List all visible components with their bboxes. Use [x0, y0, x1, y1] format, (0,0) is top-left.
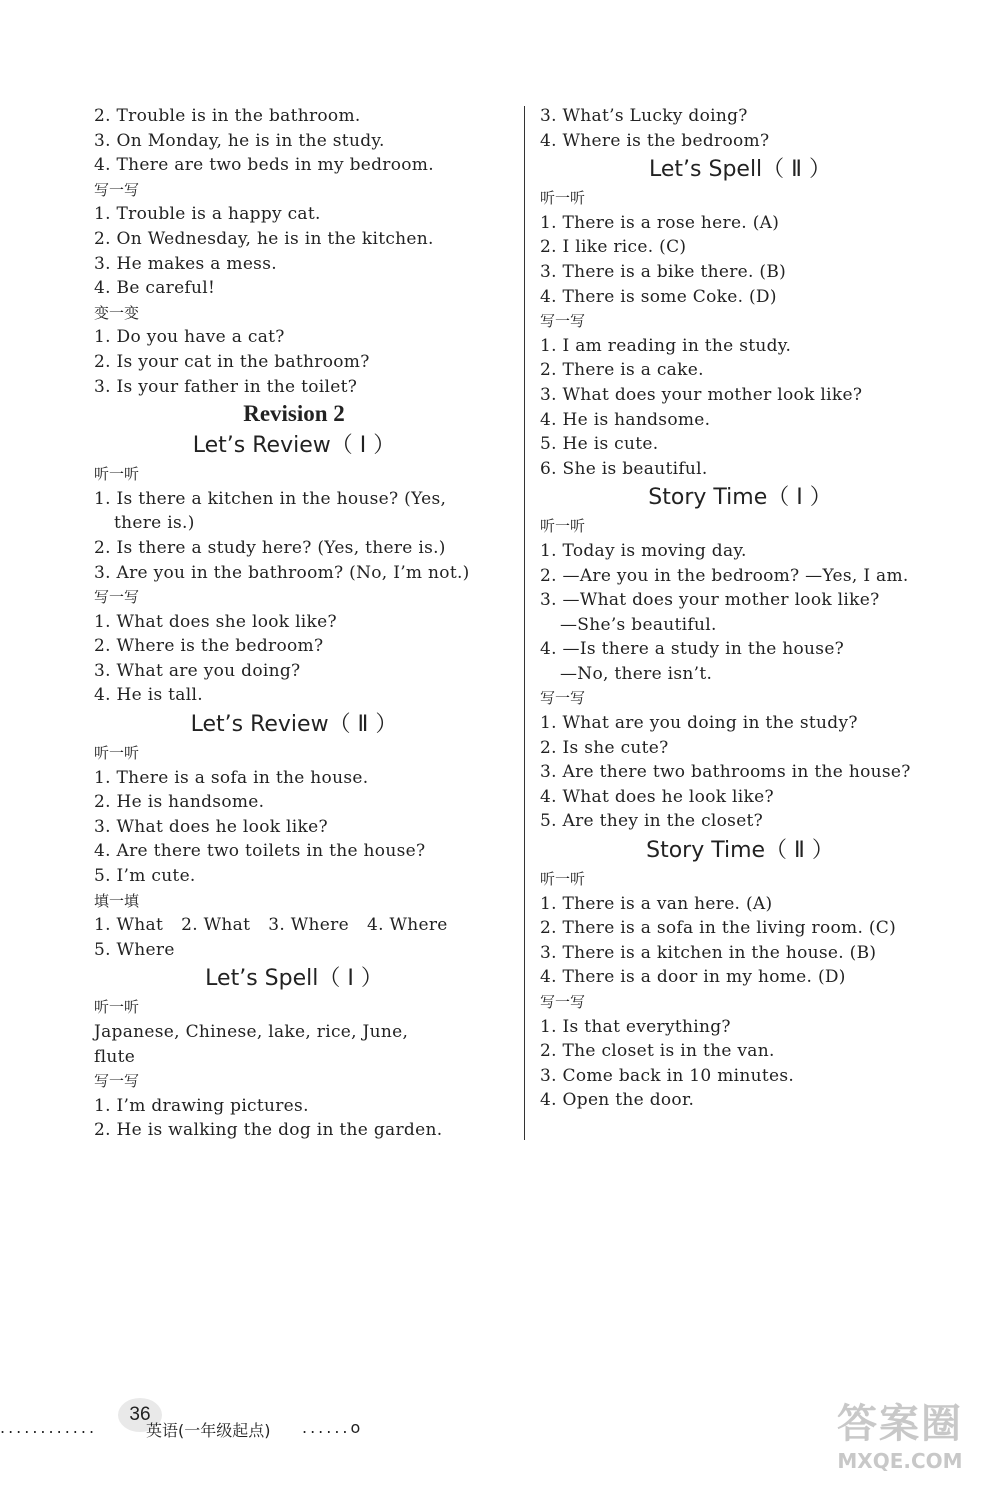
- answer-line: 4. What does he look like?: [540, 786, 774, 807]
- answer-line: 2. He is handsome.: [94, 792, 265, 813]
- answer-line: 4. There is a door in my home. (D): [540, 967, 846, 988]
- answer-line: 2. The closet is in the van.: [540, 1041, 775, 1062]
- answer-line: 1. Is there a kitchen in the house? (Yes,: [94, 488, 447, 509]
- fill-label: 填一填: [94, 891, 140, 910]
- answer-line: 4. There is some Coke. (D): [540, 286, 777, 307]
- write-label: 写一写: [94, 588, 140, 607]
- word-list-line: Japanese, Chinese, lake, rice, June,: [94, 1022, 409, 1042]
- answer-line: 1. I am reading in the study.: [540, 335, 792, 356]
- fill-answers-row: [94, 913, 494, 938]
- intro-line: 4. There are two beds in my bedroom.: [94, 155, 434, 176]
- answer-line: 2. There is a sofa in the living room. (C): [540, 918, 897, 939]
- listen-label: 听一听: [540, 870, 586, 889]
- answer-line: 4. Be careful!: [94, 278, 216, 299]
- section-heading-spell-2: Let’s Spell（ Ⅱ ）: [649, 157, 831, 183]
- answer-line: 2. He is walking the dog in the garden.: [94, 1120, 443, 1141]
- listen-label: 听一听: [94, 465, 140, 484]
- write-label: 写一写: [540, 993, 586, 1011]
- answer-line: 2. Is there a study here? (Yes, there is.): [94, 537, 446, 558]
- answer-line: 3. What does he look like?: [94, 816, 328, 837]
- answer-line: 3. Come back in 10 minutes.: [540, 1065, 795, 1086]
- section-heading-story-2: Story Time（ Ⅱ ）: [646, 838, 834, 864]
- answer-line: 3. There is a bike there. (B): [540, 261, 787, 282]
- section-heading-spell-1: Let’s Spell（ I ）: [205, 966, 383, 992]
- answer-line: 1. There is a sofa in the house.: [94, 767, 369, 788]
- revision-heading: Revision 2: [243, 401, 345, 427]
- intro-line: 4. Where is the bedroom?: [540, 130, 770, 151]
- listen-label: 听一听: [540, 189, 586, 208]
- watermark-url: MXQE.COM: [837, 1449, 963, 1473]
- answer-line: 4. Open the door.: [540, 1090, 695, 1111]
- footer-dots-left: ............: [0, 1418, 98, 1437]
- watermark-chinese: 答案圈: [837, 1401, 963, 1447]
- footer-dots-right: ......o: [302, 1418, 364, 1437]
- answer-line: 2. Is she cute?: [540, 737, 669, 758]
- answer-line: 1. What does she look like?: [94, 611, 337, 632]
- answer-line: 3. He makes a mess.: [94, 253, 277, 274]
- write-label: 写一写: [94, 1072, 140, 1091]
- answer-line: 5. I’m cute.: [94, 866, 196, 887]
- write-label: 写一写: [540, 689, 586, 708]
- section-heading-review-1: Let’s Review（ I ）: [192, 433, 396, 459]
- answer-line: 4. —Is there a study in the house?: [540, 639, 845, 660]
- answer-line: 1. There is a van here. (A): [540, 893, 773, 914]
- watermark-logo: [812, 1400, 988, 1492]
- answer-line: 4. He is tall.: [94, 685, 203, 706]
- answer-line: 1. There is a rose here. (A): [540, 212, 780, 233]
- fill-answer: 3. Where: [268, 915, 349, 936]
- answer-line: 3. What are you doing?: [94, 660, 301, 681]
- answer-line: 2. Where is the bedroom?: [94, 636, 324, 657]
- answer-line: 4. He is handsome.: [540, 409, 711, 430]
- answer-line-continued: —She’s beautiful.: [560, 614, 717, 635]
- answer-line: 3. Are there two bathrooms in the house?: [540, 762, 911, 783]
- answer-line: 3. —What does your mother look like?: [540, 590, 880, 611]
- listen-label: 听一听: [94, 744, 140, 763]
- footer-book-title: 英语(一年级起点): [146, 1421, 271, 1440]
- listen-label: 听一听: [94, 998, 140, 1017]
- answer-line: 1. Trouble is a happy cat.: [94, 204, 321, 225]
- answer-line: 2. On Wednesday, he is in the kitchen.: [94, 228, 434, 249]
- answer-line: 3. Are you in the bathroom? (No, I’m not.): [94, 562, 470, 583]
- answer-line: 3. What does your mother look like?: [540, 384, 863, 405]
- answer-line: 6. She is beautiful.: [540, 458, 708, 479]
- answer-line: 3. There is a kitchen in the house. (B): [540, 942, 877, 963]
- answer-line: 5. He is cute.: [540, 434, 659, 455]
- column-divider: [524, 106, 525, 1140]
- answer-line-continued: —No, there isn’t.: [560, 663, 713, 684]
- word-list-line: flute: [94, 1046, 136, 1067]
- section-heading-story-1: Story Time（ I ）: [648, 485, 832, 511]
- answer-line-continued: there is.): [114, 513, 195, 534]
- answer-line: 5. Are they in the closet?: [540, 811, 764, 832]
- change-label: 变一变: [94, 303, 140, 322]
- fill-answer: 1. What: [94, 915, 164, 936]
- answer-line: 1. I’m drawing pictures.: [94, 1095, 309, 1116]
- fill-answer: 5. Where: [94, 939, 175, 960]
- answer-line: 1. What are you doing in the study?: [540, 713, 858, 734]
- intro-line: 2. Trouble is in the bathroom.: [94, 106, 361, 126]
- answer-line: 2. —Are you in the bedroom? —Yes, I am.: [540, 565, 909, 586]
- answer-line: 3. Is your father in the toilet?: [94, 376, 358, 397]
- listen-label: 听一听: [540, 517, 586, 536]
- answer-line: 4. Are there two toilets in the house?: [94, 841, 426, 862]
- section-heading-review-2: Let’s Review（ Ⅱ ）: [190, 712, 398, 738]
- answer-line: 2. I like rice. (C): [540, 237, 687, 258]
- answer-line: 1. Do you have a cat?: [94, 327, 285, 348]
- answer-line: 2. There is a cake.: [540, 360, 704, 381]
- page-number: 36: [118, 1398, 162, 1432]
- answer-line: 1. Is that everything?: [540, 1016, 731, 1037]
- fill-answer: 2. What: [181, 915, 251, 936]
- right-column: [540, 104, 940, 1113]
- answer-line: 1. Today is moving day.: [540, 540, 747, 561]
- fill-answer: 4. Where: [366, 915, 448, 936]
- intro-line: 3. What’s Lucky doing?: [540, 106, 748, 126]
- answer-line: 2. Is your cat in the bathroom?: [94, 351, 370, 372]
- left-column: [94, 104, 494, 1143]
- write-label: 写一写: [540, 312, 586, 331]
- write-label: 写一写: [94, 180, 140, 199]
- intro-line: 3. On Monday, he is in the study.: [94, 130, 385, 151]
